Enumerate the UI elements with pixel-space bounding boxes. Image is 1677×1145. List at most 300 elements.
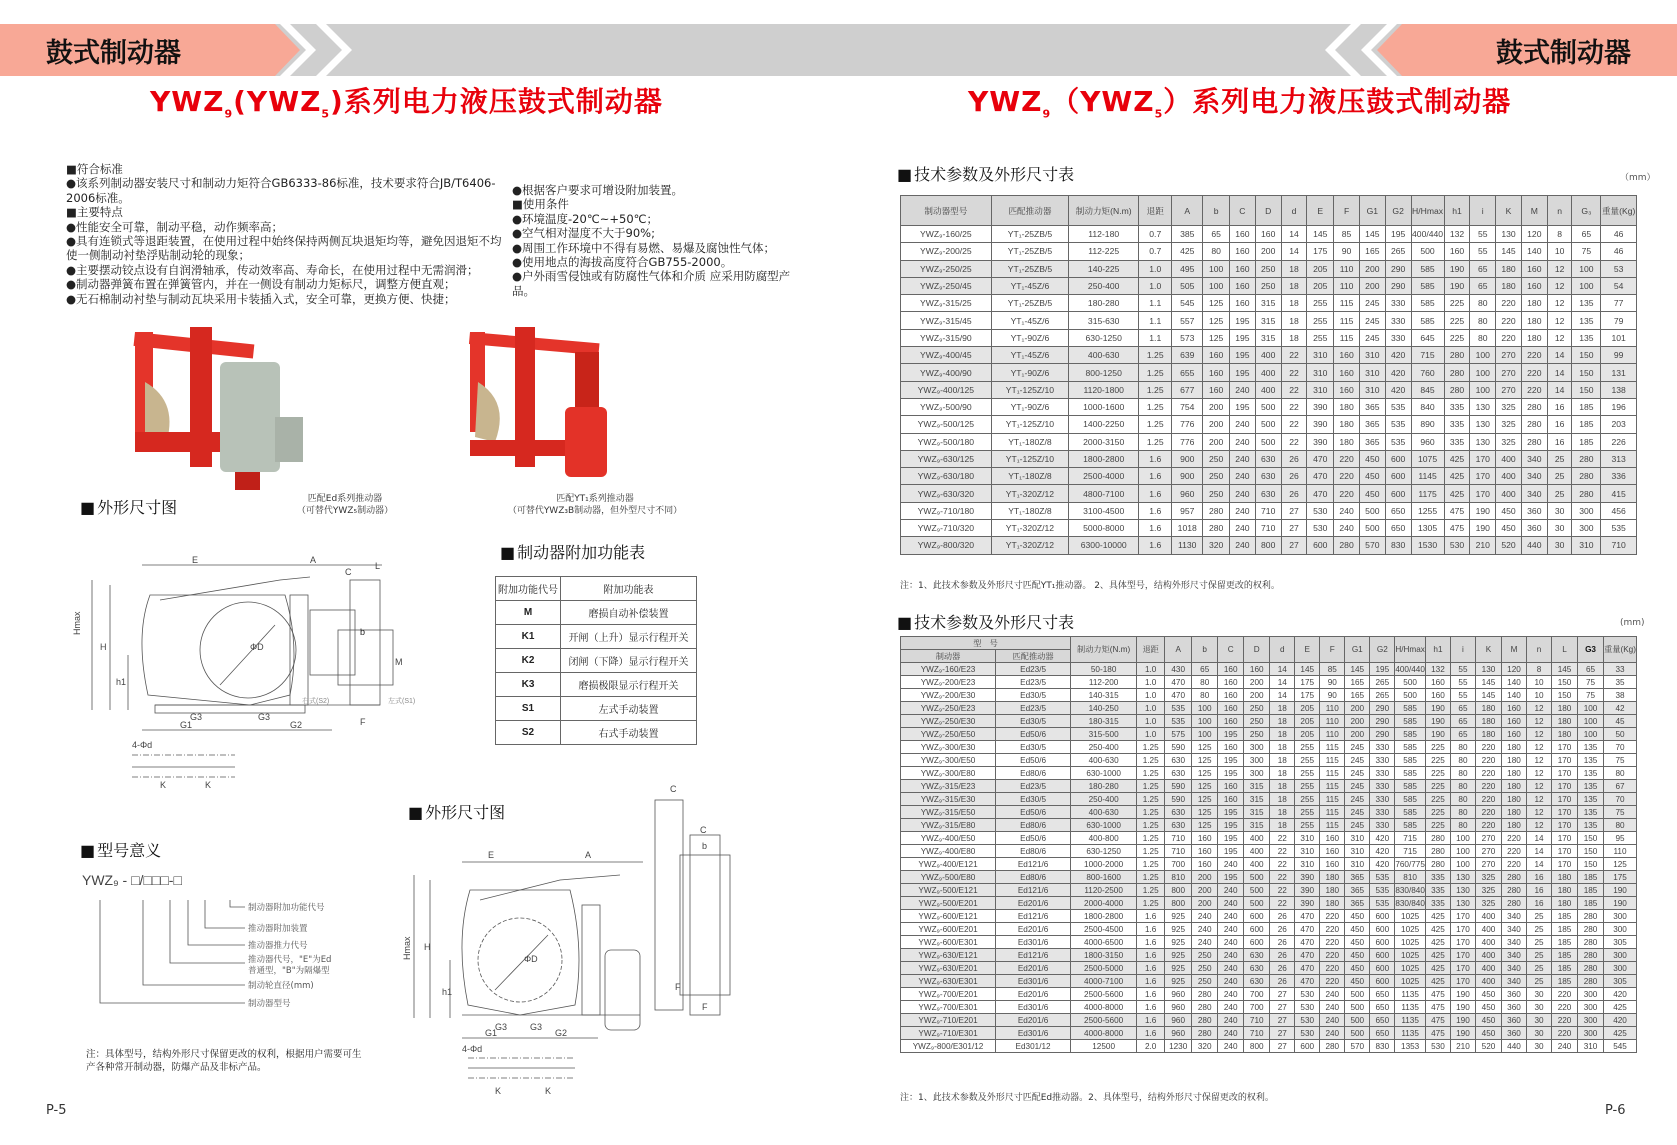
table-cell: Ed23/5 xyxy=(996,780,1071,793)
table-cell: 280 xyxy=(1578,949,1604,962)
table-cell: 520 xyxy=(1496,537,1522,554)
table-cell: 400-630 xyxy=(1071,754,1137,767)
table-cell: 535 xyxy=(1370,897,1395,910)
table-row: K3 磨损极限显示行程开关 xyxy=(496,673,697,697)
table-cell: Ed201/6 xyxy=(996,962,1071,975)
table-cell: 530 xyxy=(1444,537,1470,554)
table-cell: 110 xyxy=(1334,260,1360,277)
table-cell: 110 xyxy=(1604,845,1637,858)
table-cell: 185 xyxy=(1572,398,1601,415)
table-cell: 200 xyxy=(1244,689,1270,702)
svg-text:G1: G1 xyxy=(485,1028,498,1038)
table-cell: 760 xyxy=(1411,364,1444,381)
table-cell: 53 xyxy=(1601,260,1637,277)
table-cell: YT₁-320Z/12 xyxy=(991,520,1068,537)
table-cell: 300 xyxy=(1604,923,1637,936)
table-cell: 180 xyxy=(1552,884,1578,897)
table-cell: 245 xyxy=(1345,819,1370,832)
table-cell: 180 xyxy=(1334,416,1360,433)
table-cell: YWZ₉-630/180 xyxy=(901,468,992,485)
table-cell: 16 xyxy=(1547,433,1572,450)
table-cell: YWZ₉-160/E23 xyxy=(901,663,996,676)
table-cell: 250-400 xyxy=(1071,741,1137,754)
table-cell: 400 xyxy=(1255,364,1281,381)
table-cell: 470 xyxy=(1307,485,1334,502)
table-cell: 500 xyxy=(1255,433,1281,450)
table-cell: 12 xyxy=(1527,767,1552,780)
table-cell: 65 xyxy=(1450,728,1475,741)
table-cell: 400-630 xyxy=(1069,347,1139,364)
table-cell: 27 xyxy=(1281,502,1307,519)
table-cell: 500 xyxy=(1345,1027,1370,1040)
svg-text:制动器附加功能代号: 制动器附加功能代号 xyxy=(248,903,325,913)
table-cell: 150 xyxy=(1578,845,1604,858)
table-cell: 500 xyxy=(1359,520,1385,537)
table-cell: 710 xyxy=(1601,537,1637,554)
table-cell: 160 xyxy=(1218,702,1244,715)
table-cell: 715 xyxy=(1411,347,1444,364)
table-cell: 425 xyxy=(1425,923,1450,936)
table-cell: 135 xyxy=(1578,806,1604,819)
table-cell: 1.25 xyxy=(1137,754,1165,767)
table-cell: 18 xyxy=(1270,806,1295,819)
table-cell: 255 xyxy=(1295,754,1320,767)
table-cell: 310 xyxy=(1572,537,1601,554)
table-cell: 185 xyxy=(1552,923,1578,936)
table-cell: 310 xyxy=(1345,845,1370,858)
table-cell: 200 xyxy=(1203,398,1230,415)
table-cell: 365 xyxy=(1359,398,1385,415)
table-cell: 190 xyxy=(1470,520,1496,537)
table-cell: 160 xyxy=(1218,780,1244,793)
table-cell: 655 xyxy=(1172,364,1203,381)
table-cell: 180 xyxy=(1552,897,1578,910)
table-cell: 14 xyxy=(1547,347,1572,364)
table-cell: 250 xyxy=(1255,277,1281,294)
table-cell: Ed30/5 xyxy=(996,715,1071,728)
table-cell: 1400-2250 xyxy=(1069,416,1139,433)
table-cell: 390 xyxy=(1307,398,1334,415)
table-cell: 170 xyxy=(1552,858,1578,871)
table-cell: 1.0 xyxy=(1137,676,1165,689)
table-cell: 630 xyxy=(1244,949,1270,962)
table-cell: 715 xyxy=(1395,845,1426,858)
table-cell: 585 xyxy=(1411,312,1444,329)
table-cell: 1025 xyxy=(1395,923,1426,936)
table-cell: 190 xyxy=(1444,277,1470,294)
table-cell: 26 xyxy=(1281,485,1307,502)
table-cell: 330 xyxy=(1385,295,1411,312)
svg-text:L: L xyxy=(375,561,381,571)
table-cell: 220 xyxy=(1475,754,1501,767)
table-cell: 475 xyxy=(1444,520,1470,537)
table-cell: 650 xyxy=(1370,1001,1395,1014)
table-cell: 80 xyxy=(1203,243,1230,260)
table-cell: YWZ₉-400/45 xyxy=(901,347,992,364)
table-cell: 340 xyxy=(1501,975,1526,988)
table-cell: YWZ₉-800/E301/12 xyxy=(901,1040,996,1053)
table-cell: 1.6 xyxy=(1137,975,1165,988)
table-cell: 1025 xyxy=(1395,949,1426,962)
table-cell: 170 xyxy=(1450,923,1475,936)
table-cell: 110 xyxy=(1320,715,1345,728)
table-cell: 115 xyxy=(1334,295,1360,312)
table-cell: 130 xyxy=(1475,663,1501,676)
table-cell: 185 xyxy=(1572,416,1601,433)
table-cell: 1530 xyxy=(1411,537,1444,554)
table-cell: 170 xyxy=(1552,780,1578,793)
table-cell: 1130 xyxy=(1172,537,1203,554)
table-cell: 220 xyxy=(1552,1001,1578,1014)
table-cell: 425 xyxy=(1425,962,1450,975)
table-cell: 220 xyxy=(1320,910,1345,923)
table-cell: 330 xyxy=(1370,754,1395,767)
table-cell: 1000-2000 xyxy=(1071,858,1137,871)
table-cell: 67 xyxy=(1604,780,1637,793)
table-cell: 115 xyxy=(1320,780,1345,793)
table-cell: 520 xyxy=(1475,1040,1501,1053)
table-cell: 400 xyxy=(1475,936,1501,949)
table-cell: 800 xyxy=(1165,884,1192,897)
brake-photo-ed xyxy=(125,322,325,492)
section-heading-model-meaning: ■ 型号意义 xyxy=(80,838,161,861)
table-cell: 70 xyxy=(1604,793,1637,806)
table-cell: 760/775 xyxy=(1395,859,1425,869)
table-cell: 1.6 xyxy=(1139,537,1172,554)
intro-item: ●空气相对湿度不大于90%; xyxy=(512,226,655,241)
table-cell: 425 xyxy=(1444,485,1470,502)
table-cell: 65 xyxy=(1450,715,1475,728)
table-cell: 210 xyxy=(1470,537,1496,554)
table-cell: 280 xyxy=(1192,988,1218,1001)
table-cell: 30 xyxy=(1527,988,1552,1001)
table-cell: YWZ₉-160/25 xyxy=(901,226,992,243)
table-cell: 420 xyxy=(1370,858,1395,871)
table-cell: 1.25 xyxy=(1137,806,1165,819)
table-cell: 79 xyxy=(1601,312,1637,329)
table-cell: 205 xyxy=(1307,277,1334,294)
table-cell: 700 xyxy=(1244,1001,1270,1014)
table-cell: 195 xyxy=(1218,806,1244,819)
table-cell: 125 xyxy=(1192,806,1218,819)
table-cell: 1.0 xyxy=(1137,728,1165,741)
table-cell: 200 xyxy=(1345,715,1370,728)
table-cell: 240 xyxy=(1218,1014,1244,1027)
table-cell: 250-400 xyxy=(1069,277,1139,294)
table-cell: 310 xyxy=(1578,1040,1604,1053)
table-cell: 450 xyxy=(1359,485,1385,502)
table-cell: 100 xyxy=(1470,347,1496,364)
table-cell: 175 xyxy=(1307,243,1334,260)
table-cell: 1.0 xyxy=(1139,260,1172,277)
table-cell: 115 xyxy=(1320,806,1345,819)
table-cell: 220 xyxy=(1320,962,1345,975)
table-cell: 650 xyxy=(1370,988,1395,1001)
table-cell: 500 xyxy=(1359,502,1385,519)
table-cell: 90 xyxy=(1334,243,1360,260)
table-cell: 330 xyxy=(1370,767,1395,780)
table-cell: 500 xyxy=(1244,884,1270,897)
table-cell: 280 xyxy=(1501,884,1526,897)
table-cell: 160 xyxy=(1320,845,1345,858)
table-cell: 180 xyxy=(1475,715,1501,728)
table-cell: 600 xyxy=(1370,949,1395,962)
table-cell: 365 xyxy=(1345,897,1370,910)
table-cell: YWZ₉-500/90 xyxy=(901,398,992,415)
svg-text:C: C xyxy=(345,567,352,577)
table-cell: 500 xyxy=(1395,689,1426,702)
table-cell: 250 xyxy=(1192,949,1218,962)
table-cell: 535 xyxy=(1385,416,1411,433)
table-cell: YWZ₉-710/E301 xyxy=(901,1027,996,1040)
table-cell: 240 xyxy=(1218,897,1244,910)
table-cell: 12 xyxy=(1527,793,1552,806)
table-cell: YWZ₉-500/125 xyxy=(901,416,992,433)
table-cell: 30 xyxy=(1547,537,1572,554)
table-cell: 12 xyxy=(1527,741,1552,754)
svg-text:A: A xyxy=(310,555,317,565)
table-cell: 14 xyxy=(1270,663,1295,676)
table-cell: 280 xyxy=(1203,502,1230,519)
table-cell: 65 xyxy=(1578,663,1604,676)
table-cell: 125 xyxy=(1192,780,1218,793)
table-cell: 65 xyxy=(1203,226,1230,243)
table-row xyxy=(901,949,1637,962)
table-cell: 75 xyxy=(1578,676,1604,689)
svg-text:A: A xyxy=(585,850,592,860)
table-cell: Ed23/5 xyxy=(996,663,1071,676)
table-row xyxy=(901,819,1637,832)
svg-text:Hmax: Hmax xyxy=(402,936,412,960)
table-cell: 196 xyxy=(1601,398,1637,415)
table-cell: 585 xyxy=(1395,728,1426,741)
table-cell: 700 xyxy=(1165,858,1192,871)
table-cell: 120 xyxy=(1501,663,1526,676)
table-cell: YWZ₉-710/180 xyxy=(901,502,992,519)
table-cell: 100 xyxy=(1192,715,1218,728)
model-meaning-diagram xyxy=(80,895,380,1025)
table-cell: 25 xyxy=(1547,468,1572,485)
table-cell: 340 xyxy=(1501,923,1526,936)
category-right: 鼓式制动器 xyxy=(1496,38,1631,69)
table-cell: 145 xyxy=(1295,663,1320,676)
table-cell: 16 xyxy=(1547,416,1572,433)
table-cell: 1.0 xyxy=(1137,715,1165,728)
table-cell: 340 xyxy=(1521,450,1547,467)
table-cell: Ed80/6 xyxy=(996,871,1071,884)
table-cell: 335 xyxy=(1444,433,1470,450)
table-cell: 776 xyxy=(1172,433,1203,450)
table-cell: 600 xyxy=(1244,910,1270,923)
table-cell: 1.1 xyxy=(1139,329,1172,346)
table-cell: YT₁-180Z/8 xyxy=(991,502,1068,519)
table-cell: 130 xyxy=(1450,871,1475,884)
table-cell: 365 xyxy=(1359,433,1385,450)
table-cell: 80 xyxy=(1450,793,1475,806)
table-cell: Ed121/6 xyxy=(996,910,1071,923)
table-cell: 145 xyxy=(1345,663,1370,676)
table-cell: 290 xyxy=(1370,728,1395,741)
table-cell: 165 xyxy=(1345,676,1370,689)
table-cell: 240 xyxy=(1218,923,1244,936)
table-cell: 1075 xyxy=(1411,450,1444,467)
table-cell: 30 xyxy=(1527,1027,1552,1040)
table-cell: YT₁-90Z/6 xyxy=(991,364,1068,381)
table-cell: 830/840 xyxy=(1395,885,1425,895)
table-cell: 12 xyxy=(1547,312,1572,329)
table-cell: 80 xyxy=(1450,767,1475,780)
table-cell: 22 xyxy=(1281,416,1307,433)
table-cell: 180 xyxy=(1552,728,1578,741)
table-cell: 300 xyxy=(1572,520,1601,537)
table-cell: 45 xyxy=(1604,715,1637,728)
table-cell: 315 xyxy=(1255,312,1281,329)
table-cell: 240 xyxy=(1192,910,1218,923)
table-cell: 180 xyxy=(1501,754,1526,767)
table-cell: 710 xyxy=(1255,520,1281,537)
table-cell: 225 xyxy=(1444,329,1470,346)
table-cell: 585 xyxy=(1395,767,1426,780)
table-cell: 180 xyxy=(1501,806,1526,819)
table-cell: 160 xyxy=(1218,663,1244,676)
table-cell: 18 xyxy=(1281,295,1307,312)
table-cell: 280 xyxy=(1425,845,1450,858)
table-cell: YWZ₉-315/E23 xyxy=(901,780,996,793)
table-cell: 250 xyxy=(1244,702,1270,715)
table-cell: 195 xyxy=(1218,767,1244,780)
table-cell: 1.25 xyxy=(1139,398,1172,415)
table-cell: 12 xyxy=(1527,702,1552,715)
table-cell: 535 xyxy=(1385,433,1411,450)
table-cell: 112-180 xyxy=(1069,226,1139,243)
table-cell: 470 xyxy=(1307,450,1334,467)
table-cell: 535 xyxy=(1165,702,1192,715)
table-cell: 336 xyxy=(1601,468,1637,485)
table-cell: 220 xyxy=(1552,1014,1578,1027)
table-cell: 255 xyxy=(1307,312,1334,329)
table-cell: 160 xyxy=(1230,260,1256,277)
table-cell: 255 xyxy=(1295,819,1320,832)
table-cell: 400 xyxy=(1496,485,1522,502)
table-cell: 335 xyxy=(1425,884,1450,897)
table-cell: 22 xyxy=(1270,871,1295,884)
table-cell: 585 xyxy=(1395,754,1426,767)
table-cell: 810 xyxy=(1395,871,1426,884)
table-row xyxy=(901,485,1637,502)
table-cell: 325 xyxy=(1475,884,1501,897)
table-cell: 1.0 xyxy=(1137,663,1165,676)
section-heading: ■主要特点 xyxy=(66,205,123,220)
table-cell: 570 xyxy=(1345,1040,1370,1053)
table-cell: 535 xyxy=(1370,884,1395,897)
table-cell: 131 xyxy=(1601,364,1637,381)
table-cell: 450 xyxy=(1345,949,1370,962)
table-cell: 500 xyxy=(1255,416,1281,433)
table-cell: 425 xyxy=(1425,910,1450,923)
table-cell: Ed50/6 xyxy=(996,754,1071,767)
table-cell: 160 xyxy=(1501,702,1526,715)
table-cell: 270 xyxy=(1496,364,1522,381)
table-row xyxy=(901,260,1637,277)
table-cell: 55 xyxy=(1450,689,1475,702)
table-cell: 1135 xyxy=(1395,1014,1426,1027)
table-cell: 80 xyxy=(1470,312,1496,329)
table-cell: YWZ₉-500/E80 xyxy=(901,871,996,884)
table-cell: 310 xyxy=(1345,832,1370,845)
table-cell: 310 xyxy=(1359,347,1385,364)
table-cell: YT₁-90Z/6 xyxy=(991,398,1068,415)
table-cell: 14 xyxy=(1547,381,1572,398)
table-cell: 180 xyxy=(1521,295,1547,312)
category-left: 鼓式制动器 xyxy=(46,38,181,69)
table-cell: 250 xyxy=(1203,485,1230,502)
table-cell: 2500-5600 xyxy=(1071,1014,1137,1027)
table-cell: 600 xyxy=(1244,923,1270,936)
table-cell: 245 xyxy=(1359,312,1385,329)
table-cell: 280 xyxy=(1578,910,1604,923)
table-cell: 22 xyxy=(1281,433,1307,450)
table-cell: 200 xyxy=(1203,433,1230,450)
table-cell: Ed50/6 xyxy=(996,832,1071,845)
table-cell: 420 xyxy=(1604,1014,1637,1027)
table-cell: 4800-7100 xyxy=(1069,485,1139,502)
unit-label: （mm） xyxy=(1620,173,1656,183)
table-row xyxy=(901,715,1637,728)
table-cell: 600 xyxy=(1244,936,1270,949)
table-cell: 170 xyxy=(1470,450,1496,467)
table-cell: 960 xyxy=(1165,1014,1192,1027)
svg-text:F: F xyxy=(675,982,681,992)
table-cell: 1800-2800 xyxy=(1069,450,1139,467)
table-cell: 65 xyxy=(1470,260,1496,277)
table-cell: 135 xyxy=(1578,780,1604,793)
table-cell: 240 xyxy=(1230,520,1256,537)
table-row: K2 闭闸（下降）显示行程开关 xyxy=(496,649,697,673)
table-cell: 2500-5000 xyxy=(1071,962,1137,975)
table-cell: 240 xyxy=(1334,520,1360,537)
table-cell: 475 xyxy=(1425,1001,1450,1014)
table-cell: 1800-2800 xyxy=(1071,910,1137,923)
table-cell: 475 xyxy=(1425,1014,1450,1027)
table-row xyxy=(901,923,1637,936)
table-cell: 26 xyxy=(1270,975,1295,988)
table-cell: 530 xyxy=(1295,1014,1320,1027)
table-cell: 450 xyxy=(1359,468,1385,485)
table-cell: 12500 xyxy=(1071,1040,1137,1053)
table-cell: 255 xyxy=(1295,741,1320,754)
table-cell: 125 xyxy=(1192,741,1218,754)
table-cell: 203 xyxy=(1601,416,1637,433)
table-cell: 25 xyxy=(1527,975,1552,988)
table-cell: YWZ₉-600/E301 xyxy=(901,936,996,949)
table-cell: 80 xyxy=(1604,819,1637,832)
table-cell: 700 xyxy=(1244,988,1270,1001)
table-cell: 180 xyxy=(1501,767,1526,780)
table-cell: 280 xyxy=(1578,975,1604,988)
table-cell: 125 xyxy=(1192,767,1218,780)
table-cell: 585 xyxy=(1395,793,1426,806)
table-cell: 450 xyxy=(1345,910,1370,923)
intro-item: ●制动器弹簧布置在弹簧管内，并在一侧设有制动力矩标尺，调整方便直观； xyxy=(66,277,456,292)
table-cell: 335 xyxy=(1425,871,1450,884)
table-cell: 185 xyxy=(1552,949,1578,962)
table-cell: 400 xyxy=(1244,832,1270,845)
table-cell: 26 xyxy=(1270,910,1295,923)
table-cell: 100 xyxy=(1578,728,1604,741)
table-cell: 400-800 xyxy=(1071,832,1137,845)
table-cell: 80 xyxy=(1450,806,1475,819)
table-row xyxy=(901,897,1637,910)
